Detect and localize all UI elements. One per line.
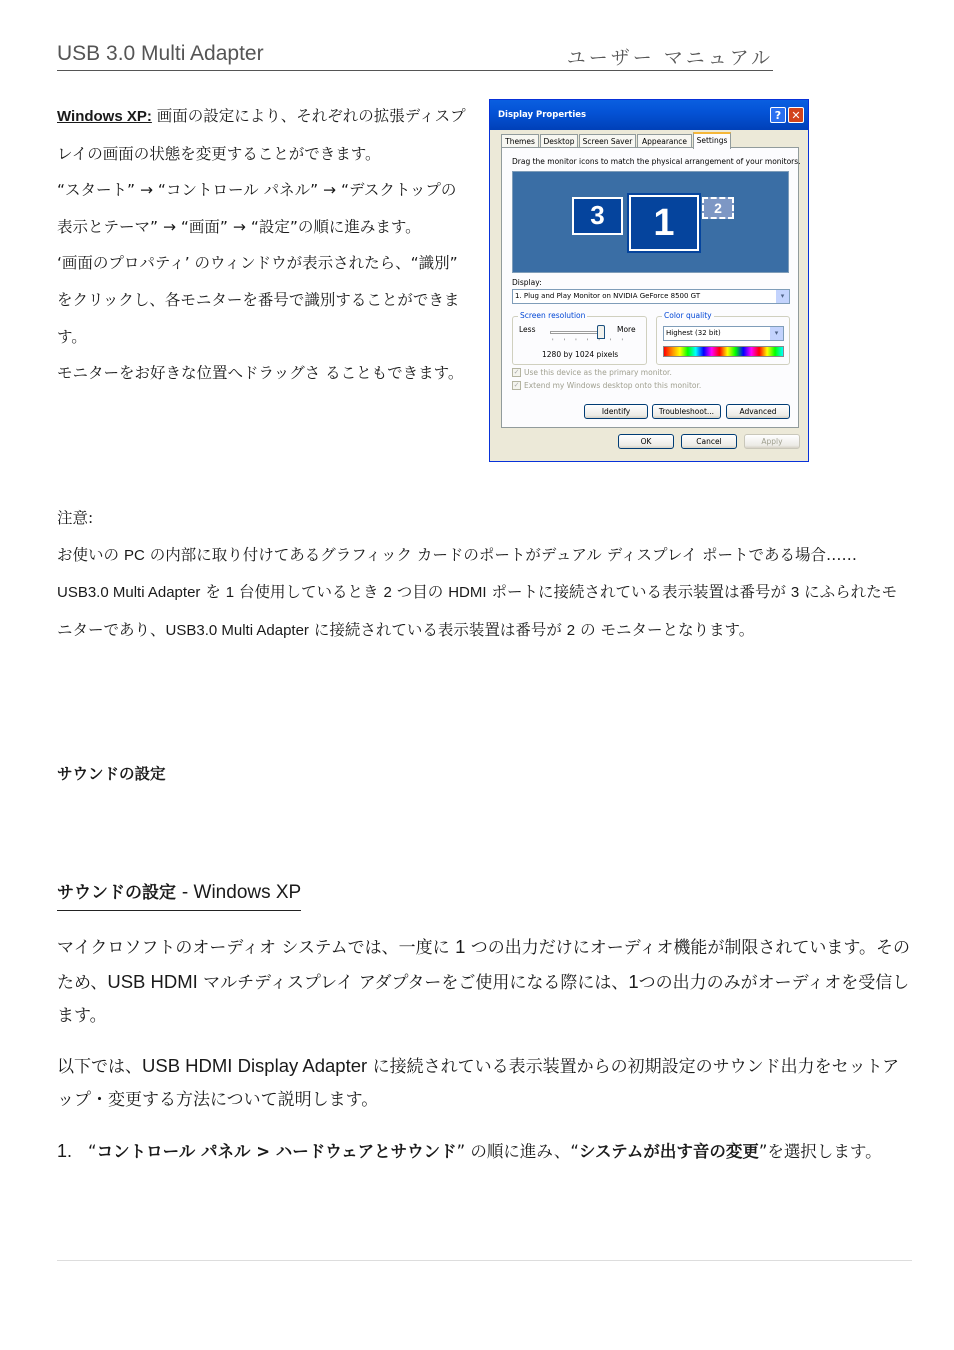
troubleshoot-button[interactable]: Troubleshoot... xyxy=(652,404,721,419)
note-section xyxy=(57,500,912,649)
sound-heading: サウンドの設定 xyxy=(57,765,166,783)
close-icon[interactable]: ✕ xyxy=(788,107,804,123)
step-part: ” の順に進み、“ xyxy=(456,1142,579,1161)
note-text: を xyxy=(200,583,226,602)
note-paragraph-2 xyxy=(57,574,912,649)
tab-desktop[interactable]: Desktop xyxy=(540,134,578,147)
tab-appearance[interactable]: Appearance xyxy=(637,134,692,147)
sound-paragraph-2 xyxy=(57,1049,912,1117)
monitor-2[interactable]: 2 xyxy=(702,197,734,219)
step-text xyxy=(88,1135,912,1168)
note-text: の モニターとなります。 xyxy=(575,620,755,639)
sound-text: マイクロソフトのオーディオ システムでは、一度に xyxy=(57,938,456,958)
note-text: つ目の xyxy=(391,583,449,602)
intro-paragraph-3: ‘画面のプロパティ’ のウィンドウが表示されたら、“識別” をクリックし、各モニターを番号で識別することができます。 xyxy=(57,254,460,346)
more-label: More xyxy=(617,325,636,334)
color-spectrum xyxy=(663,346,784,357)
sound-text: マルチディスプレイ アダプターをご使用になる際には、 xyxy=(197,973,629,993)
extend-desktop-checkbox[interactable]: ✓ xyxy=(513,381,520,389)
footer-divider xyxy=(57,1260,912,1261)
display-properties-dialog xyxy=(489,99,809,462)
sound-xp-heading-en: - Windows XP xyxy=(181,882,302,903)
screen-resolution-label: Screen resolution xyxy=(520,311,586,320)
note-text: にふられたモニターであり、 xyxy=(57,583,898,639)
resolution-slider-thumb[interactable] xyxy=(597,325,605,339)
step-part: “ xyxy=(88,1142,97,1161)
note-text: 2 xyxy=(566,621,576,639)
note-text: 1 xyxy=(225,584,235,602)
cancel-button[interactable]: Cancel xyxy=(681,434,737,449)
arrow-icon: → xyxy=(323,181,337,200)
path-settings: “設定”の順に進みます。 xyxy=(245,217,421,236)
resolution-value: 1280 by 1024 pixels xyxy=(542,350,619,359)
step-part: コントロール パネル > ハードウェアとサウンド xyxy=(96,1142,457,1161)
color-quality-group xyxy=(656,311,790,365)
path-display: “画面” xyxy=(175,217,228,236)
note-text: に接続されている表示装置は番号が xyxy=(308,620,567,639)
dialog-title: Display Properties xyxy=(498,110,587,120)
advanced-button[interactable]: Advanced xyxy=(726,404,790,419)
note-text: の内部に取り付けてあるグラフィック カードのポートがデュアル ディスプレイ ポートである場合…… xyxy=(144,545,858,564)
sound-text: USB HDMI Display Adapter xyxy=(142,1055,368,1076)
sound-xp-heading-jp: サウンドの設定 xyxy=(57,883,182,903)
screen-resolution-group xyxy=(512,311,647,365)
sound-text: に接続されている表示装置からの初期設定のサウンド出力をセットアップ・変更する方法について説明します。 xyxy=(57,1057,900,1110)
note-text: お使いの xyxy=(57,545,124,564)
color-quality-label: Color quality xyxy=(664,311,712,320)
tab-screen-saver[interactable]: Screen Saver xyxy=(579,134,636,147)
monitor-1[interactable]: 1 xyxy=(629,195,699,251)
intro-text-1: 画面の設定により、それぞれの拡張ディスプレイの画面の状態を変更することができます。 xyxy=(57,107,466,163)
path-control-panel: “コントロール パネル” xyxy=(153,181,319,200)
tab-themes[interactable]: Themes xyxy=(501,134,539,147)
color-quality-value: Highest (32 bit) xyxy=(666,329,721,337)
intro-section xyxy=(57,98,471,392)
sound-text: つの出力だけにオーディオ機能が制限されています。そのため、 xyxy=(57,938,911,993)
intro-paragraph-2 xyxy=(57,172,471,245)
sound-paragraph-1 xyxy=(57,930,912,1033)
tab-settings[interactable]: Settings xyxy=(693,132,731,149)
note-text: HDMI xyxy=(448,584,487,602)
arrow-icon: → xyxy=(140,181,153,200)
note-paragraph-1 xyxy=(57,537,912,575)
step-part: システムが出す音の変更 xyxy=(578,1142,759,1161)
dialog-titlebar xyxy=(490,100,808,130)
note-label: 注意: xyxy=(57,509,94,527)
path-appearance-themes: “デスクトップの表示とテーマ” xyxy=(57,181,457,236)
sound-text: USB HDMI xyxy=(107,971,198,992)
display-label: Display: xyxy=(512,278,542,287)
note-text: USB3.0 Multi Adapter xyxy=(165,621,309,639)
resolution-slider[interactable] xyxy=(550,331,602,334)
slider-ticks: ' ' ' ' ' ' ' xyxy=(552,338,627,345)
note-text: 台使用しているとき xyxy=(234,583,384,602)
color-quality-select[interactable] xyxy=(663,326,784,341)
primary-monitor-checkbox[interactable]: ✓ xyxy=(513,368,520,376)
document-title: USB 3.0 Multi Adapter xyxy=(57,42,264,65)
note-text: 2 xyxy=(383,584,392,602)
instruction-text: Drag the monitor icons to match the physical arrangement of your monitors. xyxy=(512,157,801,166)
primary-monitor-label: Use this device as the primary monitor. xyxy=(524,368,672,377)
page-header xyxy=(57,40,773,71)
monitor-arrangement-area[interactable] xyxy=(512,171,789,273)
note-text: PC xyxy=(123,546,145,564)
note-text: ポートに接続されている表示装置は番号が xyxy=(486,583,791,602)
note-text: 3 xyxy=(790,584,800,602)
display-select[interactable] xyxy=(512,289,790,304)
step-number: 1. xyxy=(57,1141,73,1161)
chevron-down-icon: ▾ xyxy=(776,290,789,303)
display-select-value: 1. Plug and Play Monitor on NVIDIA GeForce 8500 GT xyxy=(515,292,701,300)
monitor-3[interactable]: 3 xyxy=(572,197,623,235)
sound-text: 1 xyxy=(455,936,466,957)
sound-text: つの出力のみがオーディオを受信します。 xyxy=(57,973,910,1026)
step-1 xyxy=(57,1135,912,1168)
path-start: “スタート” xyxy=(57,181,136,200)
step-part: ”を選択します。 xyxy=(758,1142,882,1161)
ok-button[interactable]: OK xyxy=(618,434,674,449)
manual-label: ユーザー マニュアル xyxy=(566,47,773,69)
sound-text: 以下では、 xyxy=(57,1057,142,1077)
help-icon[interactable]: ? xyxy=(770,107,786,123)
sound-text: 1 xyxy=(628,971,639,992)
arrow-icon: → xyxy=(232,217,246,236)
arrow-icon: → xyxy=(162,217,176,236)
identify-button[interactable]: Identify xyxy=(584,404,648,419)
sound-xp-heading xyxy=(57,878,301,911)
note-text: USB3.0 Multi Adapter xyxy=(57,584,201,602)
extend-desktop-label: Extend my Windows desktop onto this monitor. xyxy=(524,381,702,390)
less-label: Less xyxy=(519,325,536,334)
apply-button[interactable]: Apply xyxy=(744,434,800,449)
chevron-down-icon: ▾ xyxy=(770,327,783,340)
windows-xp-label: Windows XP: xyxy=(57,108,152,125)
intro-paragraph-1 xyxy=(57,98,471,172)
intro-paragraph-4: モニターをお好きな位置へドラッグさ ることもできます。 xyxy=(57,364,464,383)
